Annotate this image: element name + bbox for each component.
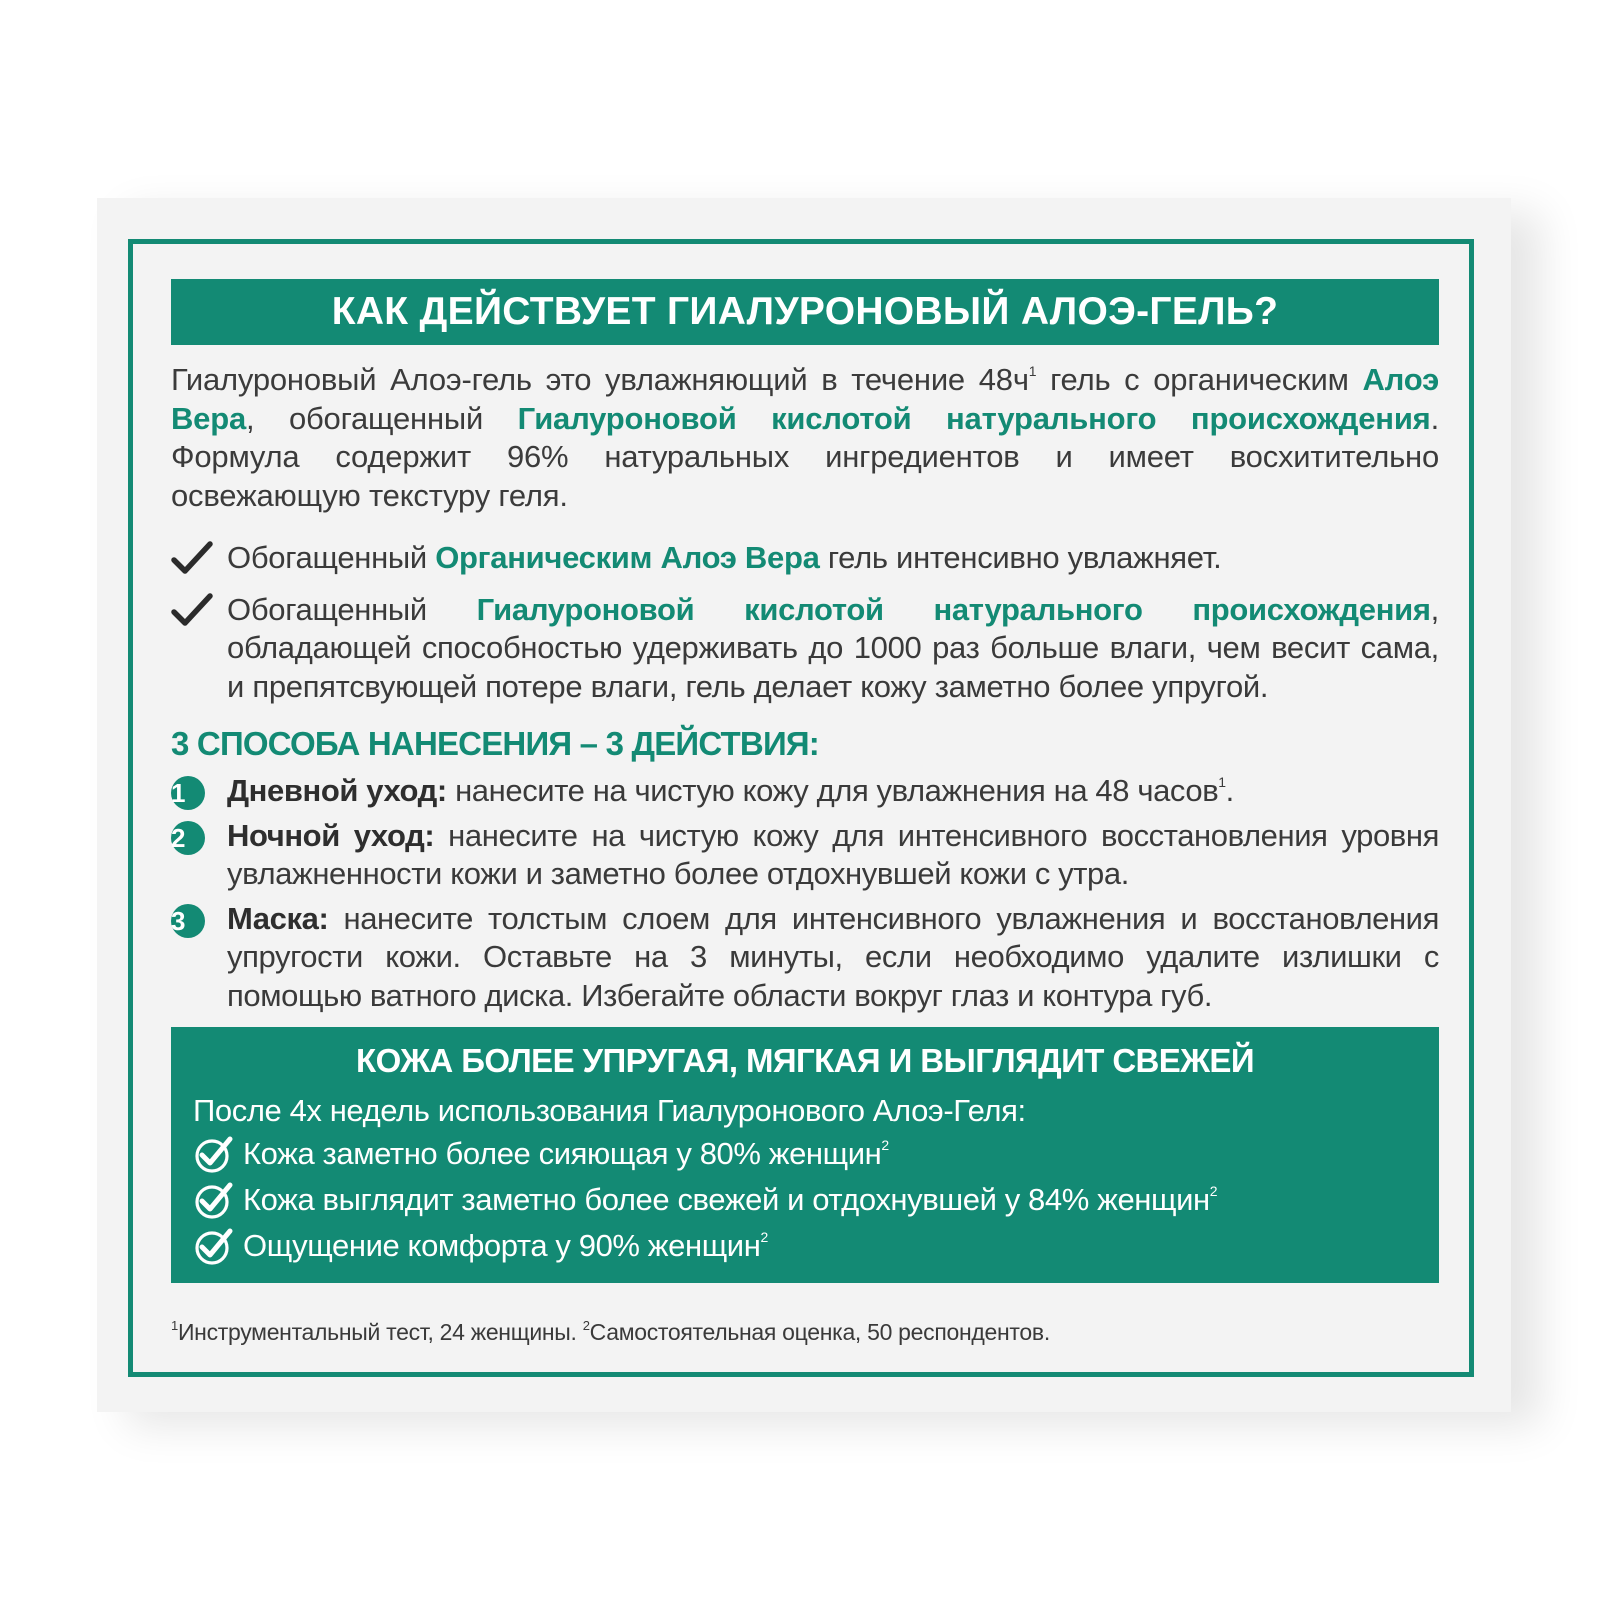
benefit-highlight: Органическим Алоэ Вера [435, 540, 820, 575]
method-item [171, 817, 1439, 894]
methods-list [171, 772, 1439, 1015]
result-item [193, 1177, 1417, 1223]
footnote-ref: 2 [881, 1137, 889, 1153]
intro-paragraph [171, 361, 1439, 515]
benefit-text: Обогащенный [227, 591, 477, 627]
results-box [171, 1027, 1439, 1283]
method-text: нанесите на чистую кожу для интенсивного восстановления уровня увлажненности кожи и заметно более отдохнувшей кожи с утра. [227, 817, 1439, 891]
benefit-text: , обладающей способностью удерживать до 1000 раз больше влаги, чем весит сама, и препятсвующей потере влаги, гель делает кожу заметно более упругой. [227, 591, 1439, 704]
footnote-text: Инструментальный тест, 24 женщины. [177, 1319, 583, 1345]
benefit-text: Обогащенный [227, 540, 436, 575]
circle-check-icon [193, 1135, 233, 1175]
result-text: Кожа выглядит заметно более свежей и отдохнувшей у 84% женщин [243, 1182, 1210, 1217]
result-item [193, 1131, 1417, 1177]
benefit-item [171, 591, 1439, 707]
benefit-text: гель интенсивно увлажняет. [819, 540, 1222, 575]
intro-text: , обогащенный [246, 400, 518, 436]
page-title: КАК ДЕЙСТВУЕТ ГИАЛУРОНОВЫЙ АЛОЭ-ГЕЛЬ? [171, 279, 1439, 345]
method-item [171, 900, 1439, 1016]
check-icon [171, 591, 213, 629]
result-text: Ощущение комфорта у 90% женщин [243, 1228, 761, 1263]
intro-highlight: Гиалуроновой кислотой натурального происхождения [517, 400, 1431, 436]
circle-check-icon [193, 1227, 233, 1267]
method-label: Маска: [227, 900, 329, 936]
number-badge-icon: 2 [171, 821, 205, 855]
benefit-highlight: Гиалуроновой кислотой натурального происхождения [476, 591, 1431, 627]
benefit-item [171, 539, 1439, 578]
results-title: КОЖА БОЛЕЕ УПРУГАЯ, МЯГКАЯ И ВЫГЛЯДИТ СВЕЖЕЙ [356, 1042, 1254, 1079]
info-card [97, 198, 1511, 1412]
intro-text: . Формула содержит 96% натуральных ингредиентов и имеет восхитительно освежающую текстуру геля. [171, 400, 1439, 513]
footnote-ref: 2 [1209, 1183, 1218, 1199]
intro-text: Гиалуроновый Алоэ-гель это увлажняющий в течение 48ч [171, 362, 1029, 397]
footnote [171, 1317, 1439, 1347]
method-item [171, 772, 1439, 811]
number-badge-icon: 3 [171, 904, 205, 938]
circle-check-icon [193, 1181, 233, 1221]
result-text: Кожа заметно более сияющая у 80% женщин [243, 1136, 882, 1171]
method-label: Ночной уход: [227, 817, 435, 853]
footnote-ref: 2 [760, 1229, 768, 1245]
footnote-ref: 1 [1028, 363, 1037, 379]
methods-title: 3 СПОСОБА НАНЕСЕНИЯ – 3 ДЕЙСТВИЯ: [171, 725, 819, 762]
card-content [171, 279, 1439, 1347]
check-icon [171, 539, 213, 577]
footnote-marker: 2 [582, 1318, 590, 1333]
benefits-list [171, 539, 1439, 706]
method-text: нанесите на чистую кожу для увлажнения на 48 часов [446, 773, 1219, 808]
results-intro: После 4х недель использования Гиалуронового Алоэ-Геля: [193, 1093, 1026, 1128]
result-item [193, 1223, 1417, 1269]
method-text: нанесите толстым слоем для интенсивного увлажнения и восстановления упругости кожи. Оставьте на 3 минуты, если необходимо удалите излишки с помощью ватного диска. Избегайте области вокруг глаз и контура губ. [227, 900, 1439, 1013]
number-badge-icon: 1 [171, 776, 205, 810]
footnote-text: Самостоятельная оценка, 50 респондентов. [589, 1319, 1050, 1345]
card-frame [128, 239, 1474, 1377]
method-text: . [1225, 773, 1234, 808]
footnote-marker: 1 [171, 1318, 178, 1333]
intro-highlight: Алоэ Вера [171, 362, 1439, 436]
intro-text: гель с органическим [1036, 362, 1363, 397]
footnote-ref: 1 [1218, 774, 1226, 790]
method-label: Дневной уход: [227, 773, 447, 808]
